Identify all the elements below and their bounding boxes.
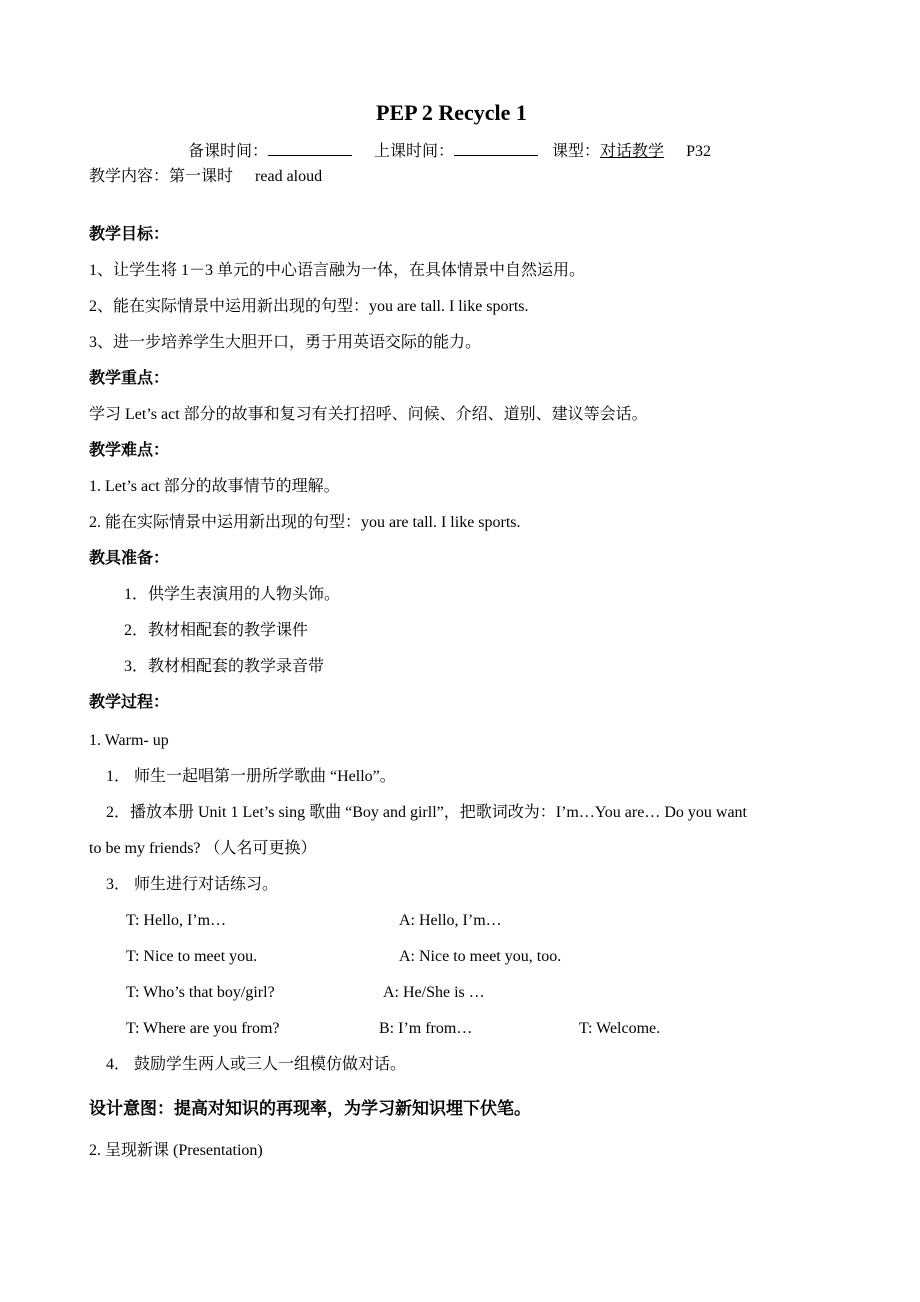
dialogue-left: T: Who’s that boy/girl? (126, 984, 275, 1001)
dialogue-left: T: Nice to meet you. (126, 948, 258, 965)
design-intent: 设计意图：提高对知识的再现率，为学习新知识埋下伏笔。 (89, 1099, 531, 1119)
dialogue-right: A: Hello, I’m… (399, 912, 502, 929)
objectives-heading: 教学目标： (89, 226, 170, 243)
lesson-type-value: 对话教学 (600, 143, 665, 160)
dialogue-right: A: He/She is … (383, 984, 485, 1001)
page-number: P32 (686, 143, 711, 160)
lesson-meta-line (188, 140, 711, 162)
difficulties-heading: 教学难点： (89, 442, 170, 459)
process-step: 1． 师生一起唱第一册所学歌曲 “Hello”。 (106, 768, 396, 785)
material-item: 2．教材相配套的教学课件 (124, 622, 309, 639)
process-step: 3． 师生进行对话练习。 (106, 876, 279, 893)
objective-item: 3、进一步培养学生大胆开口，勇于用英语交际的能力。 (89, 334, 482, 351)
lesson-type-label: 课型： (552, 143, 601, 160)
objective-item: 2、能在实际情景中运用新出现的句型：you are tall. I like sports. (89, 298, 529, 315)
content-text: 第一课时 (169, 168, 234, 185)
process-step: 4． 鼓励学生两人或三人一组模仿做对话。 (106, 1056, 407, 1073)
dialogue-left: T: Hello, I’m… (126, 912, 227, 929)
process-step: 2．播放本册 Unit 1 Let’s sing 歌曲 “Boy and girll”，把歌词改为：I’m…You are… Do you want (106, 804, 747, 821)
class-time-blank[interactable] (454, 140, 538, 156)
dialogue-left: T: Where are you from? (126, 1020, 280, 1037)
dialogue-extra: T: Welcome. (579, 1020, 661, 1037)
content-extra: read aloud (255, 168, 323, 185)
teaching-content (89, 167, 322, 187)
materials-heading: 教具准备： (89, 550, 170, 567)
difficulty-item: 2. 能在实际情景中运用新出现的句型：you are tall. I like sports. (89, 514, 521, 531)
material-item: 1．供学生表演用的人物头饰。 (124, 586, 341, 603)
warmup-title: 1. Warm- up (89, 732, 169, 749)
page-title: PEP 2 Recycle 1 (376, 100, 527, 125)
key-points-text: 学习 Let’s act 部分的故事和复习有关打招呼、问候、介绍、道别、建议等会话。 (89, 406, 648, 423)
process-heading: 教学过程： (89, 694, 170, 711)
prep-time-label: 备课时间： (188, 143, 269, 160)
objective-item: 1、让学生将 1－3 单元的中心语言融为一体，在具体情景中自然运用。 (89, 262, 586, 279)
content-label: 教学内容： (89, 168, 170, 185)
material-item: 3．教材相配套的教学录音带 (124, 658, 325, 675)
process-step-continued: to be my friends? （人名可更换） (89, 840, 317, 857)
class-time-label: 上课时间： (374, 143, 455, 160)
dialogue-right: A: Nice to meet you, too. (399, 948, 562, 965)
dialogue-right: B: I’m from… (379, 1020, 473, 1037)
presentation-title: 2. 呈现新课 (Presentation) (89, 1142, 263, 1159)
key-points-heading: 教学重点： (89, 370, 170, 387)
prep-time-blank[interactable] (268, 140, 352, 156)
difficulty-item: 1. Let’s act 部分的故事情节的理解。 (89, 478, 340, 495)
